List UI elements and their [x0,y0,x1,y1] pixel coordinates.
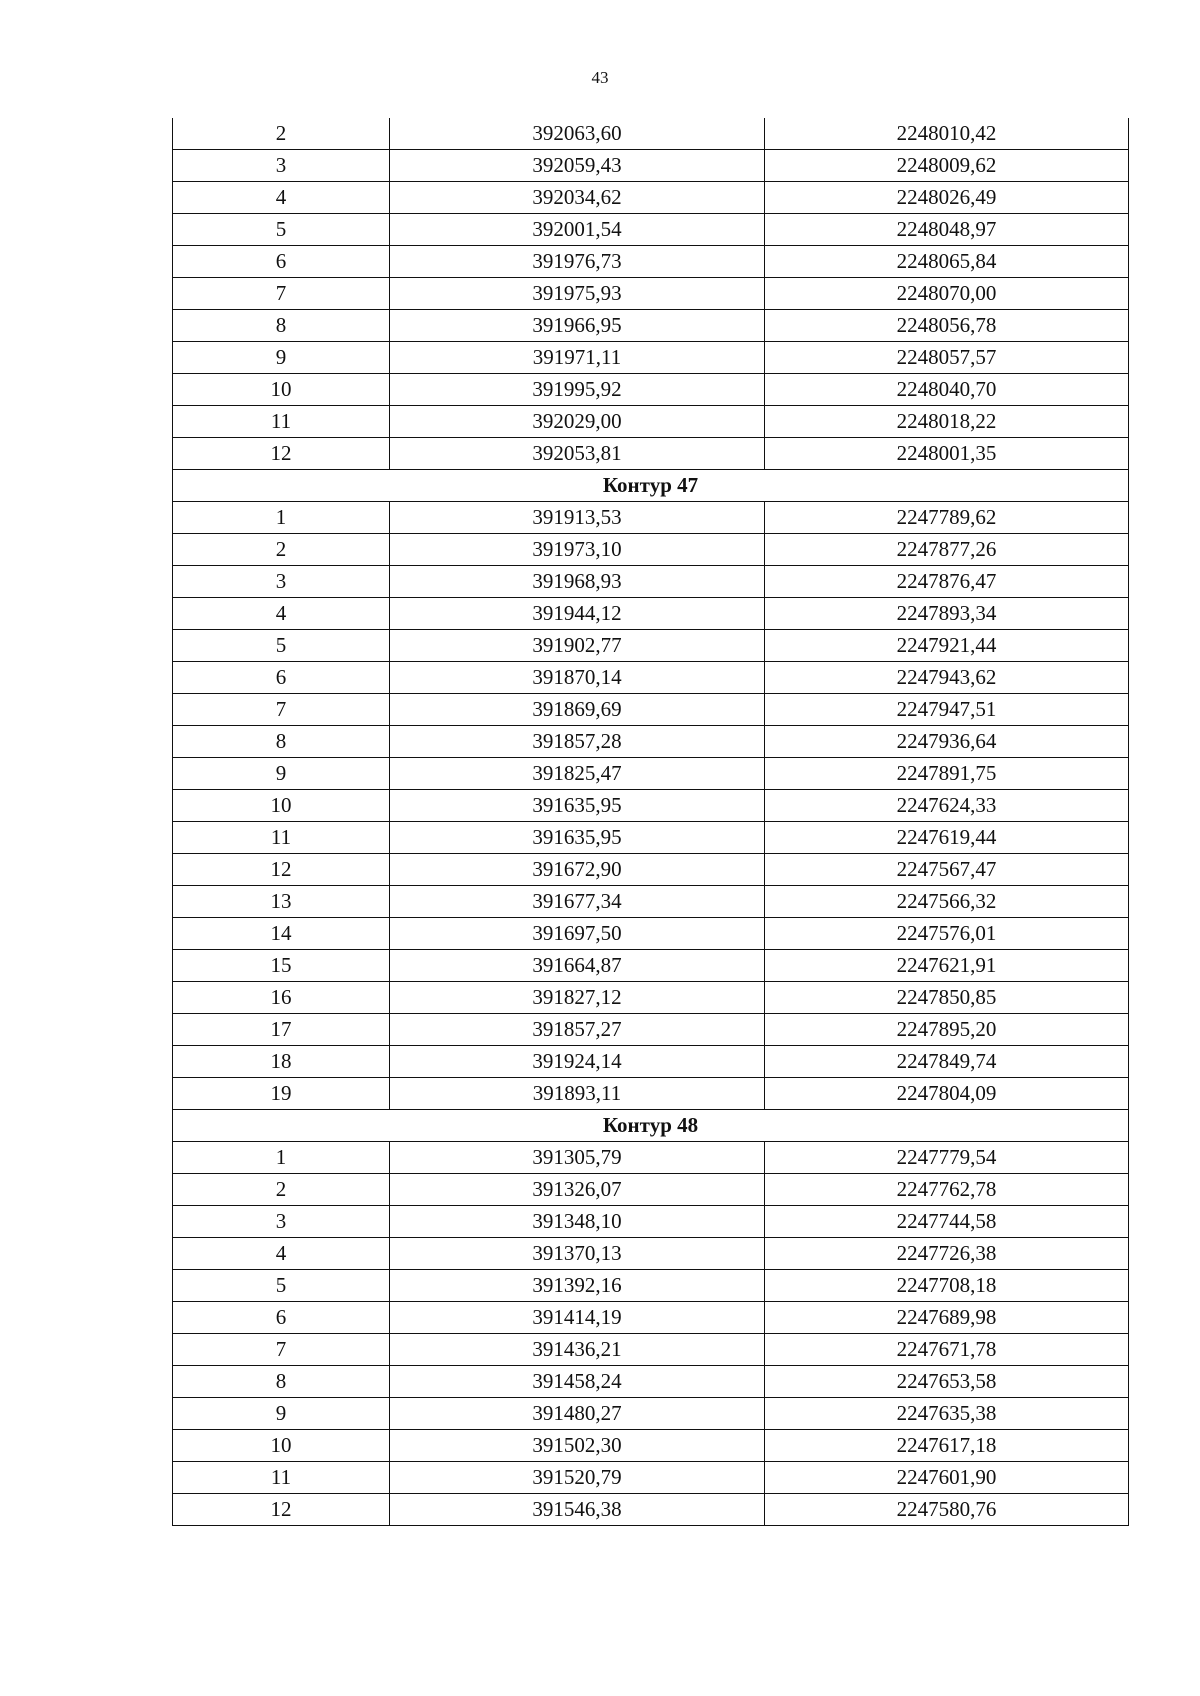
y-coordinate-cell: 2247619,44 [765,822,1129,854]
point-number-cell: 4 [173,1238,390,1270]
table-row [173,342,1129,374]
x-coordinate-cell: 391857,28 [390,726,765,758]
y-coordinate-cell: 2247891,75 [765,758,1129,790]
point-number-cell: 7 [173,1334,390,1366]
table-row [173,1398,1129,1430]
x-coordinate-cell: 391976,73 [390,246,765,278]
point-number-cell: 1 [173,502,390,534]
table-row [173,1302,1129,1334]
point-number-cell: 4 [173,598,390,630]
contour-header-row [173,1110,1129,1142]
y-coordinate-cell: 2248040,70 [765,374,1129,406]
y-coordinate-cell: 2248010,42 [765,118,1129,150]
x-coordinate-cell: 391973,10 [390,534,765,566]
point-number-cell: 8 [173,1366,390,1398]
table-row [173,118,1129,150]
x-coordinate-cell: 391326,07 [390,1174,765,1206]
table-row [173,406,1129,438]
coordinates-table-body [173,118,1129,1526]
table-row [173,1366,1129,1398]
contour-title: Контур 47 [173,470,1129,502]
table-row [173,694,1129,726]
point-number-cell: 6 [173,246,390,278]
table-row [173,662,1129,694]
x-coordinate-cell: 391975,93 [390,278,765,310]
point-number-cell: 19 [173,1078,390,1110]
x-coordinate-cell: 391370,13 [390,1238,765,1270]
point-number-cell: 2 [173,1174,390,1206]
x-coordinate-cell: 391635,95 [390,822,765,854]
contour-title: Контур 48 [173,1110,1129,1142]
x-coordinate-cell: 391348,10 [390,1206,765,1238]
table-row [173,1238,1129,1270]
y-coordinate-cell: 2248057,57 [765,342,1129,374]
y-coordinate-cell: 2247635,38 [765,1398,1129,1430]
y-coordinate-cell: 2247653,58 [765,1366,1129,1398]
x-coordinate-cell: 391414,19 [390,1302,765,1334]
coordinates-table [172,118,1129,1526]
y-coordinate-cell: 2248056,78 [765,310,1129,342]
y-coordinate-cell: 2247947,51 [765,694,1129,726]
x-coordinate-cell: 391520,79 [390,1462,765,1494]
point-number-cell: 1 [173,1142,390,1174]
table-row [173,886,1129,918]
table-row [173,1078,1129,1110]
y-coordinate-cell: 2247601,90 [765,1462,1129,1494]
y-coordinate-cell: 2247895,20 [765,1014,1129,1046]
x-coordinate-cell: 391893,11 [390,1078,765,1110]
y-coordinate-cell: 2247789,62 [765,502,1129,534]
y-coordinate-cell: 2247708,18 [765,1270,1129,1302]
table-row [173,790,1129,822]
table-row [173,278,1129,310]
point-number-cell: 3 [173,150,390,182]
y-coordinate-cell: 2247876,47 [765,566,1129,598]
x-coordinate-cell: 391677,34 [390,886,765,918]
table-row [173,438,1129,470]
point-number-cell: 3 [173,1206,390,1238]
table-row [173,534,1129,566]
point-number-cell: 14 [173,918,390,950]
y-coordinate-cell: 2247726,38 [765,1238,1129,1270]
table-row [173,1046,1129,1078]
point-number-cell: 2 [173,534,390,566]
table-row [173,566,1129,598]
table-row [173,982,1129,1014]
x-coordinate-cell: 391902,77 [390,630,765,662]
table-row [173,758,1129,790]
y-coordinate-cell: 2248009,62 [765,150,1129,182]
point-number-cell: 13 [173,886,390,918]
point-number-cell: 10 [173,374,390,406]
x-coordinate-cell: 392063,60 [390,118,765,150]
point-number-cell: 4 [173,182,390,214]
y-coordinate-cell: 2247893,34 [765,598,1129,630]
y-coordinate-cell: 2248048,97 [765,214,1129,246]
table-row [173,1334,1129,1366]
y-coordinate-cell: 2247567,47 [765,854,1129,886]
table-row [173,1174,1129,1206]
y-coordinate-cell: 2248070,00 [765,278,1129,310]
point-number-cell: 8 [173,310,390,342]
table-row [173,950,1129,982]
x-coordinate-cell: 392053,81 [390,438,765,470]
point-number-cell: 5 [173,214,390,246]
table-row [173,1494,1129,1526]
x-coordinate-cell: 391968,93 [390,566,765,598]
x-coordinate-cell: 391995,92 [390,374,765,406]
x-coordinate-cell: 392029,00 [390,406,765,438]
point-number-cell: 16 [173,982,390,1014]
y-coordinate-cell: 2247621,91 [765,950,1129,982]
y-coordinate-cell: 2247877,26 [765,534,1129,566]
y-coordinate-cell: 2247779,54 [765,1142,1129,1174]
x-coordinate-cell: 391870,14 [390,662,765,694]
y-coordinate-cell: 2247804,09 [765,1078,1129,1110]
table-row [173,598,1129,630]
point-number-cell: 11 [173,1462,390,1494]
point-number-cell: 17 [173,1014,390,1046]
table-row [173,502,1129,534]
point-number-cell: 6 [173,1302,390,1334]
point-number-cell: 6 [173,662,390,694]
y-coordinate-cell: 2248001,35 [765,438,1129,470]
y-coordinate-cell: 2247689,98 [765,1302,1129,1334]
y-coordinate-cell: 2247943,62 [765,662,1129,694]
point-number-cell: 10 [173,790,390,822]
y-coordinate-cell: 2247921,44 [765,630,1129,662]
table-row [173,1014,1129,1046]
x-coordinate-cell: 391480,27 [390,1398,765,1430]
x-coordinate-cell: 391664,87 [390,950,765,982]
y-coordinate-cell: 2247762,78 [765,1174,1129,1206]
point-number-cell: 18 [173,1046,390,1078]
x-coordinate-cell: 391436,21 [390,1334,765,1366]
point-number-cell: 11 [173,822,390,854]
table-row [173,214,1129,246]
table-row [173,854,1129,886]
table-row [173,182,1129,214]
y-coordinate-cell: 2248018,22 [765,406,1129,438]
table-row [173,630,1129,662]
page-number: 43 [591,68,609,87]
point-number-cell: 9 [173,1398,390,1430]
point-number-cell: 12 [173,438,390,470]
point-number-cell: 3 [173,566,390,598]
table-row [173,918,1129,950]
table-row [173,1206,1129,1238]
table-row [173,374,1129,406]
point-number-cell: 15 [173,950,390,982]
table-row [173,1462,1129,1494]
x-coordinate-cell: 391697,50 [390,918,765,950]
x-coordinate-cell: 391857,27 [390,1014,765,1046]
point-number-cell: 5 [173,1270,390,1302]
x-coordinate-cell: 391924,14 [390,1046,765,1078]
y-coordinate-cell: 2247850,85 [765,982,1129,1014]
y-coordinate-cell: 2247936,64 [765,726,1129,758]
x-coordinate-cell: 391635,95 [390,790,765,822]
table-row [173,726,1129,758]
y-coordinate-cell: 2247624,33 [765,790,1129,822]
x-coordinate-cell: 391971,11 [390,342,765,374]
point-number-cell: 9 [173,758,390,790]
point-number-cell: 5 [173,630,390,662]
x-coordinate-cell: 391392,16 [390,1270,765,1302]
y-coordinate-cell: 2247744,58 [765,1206,1129,1238]
x-coordinate-cell: 391458,24 [390,1366,765,1398]
x-coordinate-cell: 391913,53 [390,502,765,534]
x-coordinate-cell: 391672,90 [390,854,765,886]
point-number-cell: 12 [173,854,390,886]
point-number-cell: 10 [173,1430,390,1462]
table-row [173,310,1129,342]
table-row [173,822,1129,854]
x-coordinate-cell: 392059,43 [390,150,765,182]
y-coordinate-cell: 2247617,18 [765,1430,1129,1462]
point-number-cell: 12 [173,1494,390,1526]
point-number-cell: 7 [173,278,390,310]
point-number-cell: 8 [173,726,390,758]
y-coordinate-cell: 2248065,84 [765,246,1129,278]
x-coordinate-cell: 391546,38 [390,1494,765,1526]
x-coordinate-cell: 391825,47 [390,758,765,790]
table-row [173,1270,1129,1302]
table-row [173,150,1129,182]
y-coordinate-cell: 2247566,32 [765,886,1129,918]
x-coordinate-cell: 392034,62 [390,182,765,214]
point-number-cell: 2 [173,118,390,150]
x-coordinate-cell: 391305,79 [390,1142,765,1174]
point-number-cell: 7 [173,694,390,726]
x-coordinate-cell: 391827,12 [390,982,765,1014]
point-number-cell: 9 [173,342,390,374]
table-row [173,1430,1129,1462]
x-coordinate-cell: 392001,54 [390,214,765,246]
table-row [173,246,1129,278]
table-row [173,1142,1129,1174]
x-coordinate-cell: 391944,12 [390,598,765,630]
x-coordinate-cell: 391966,95 [390,310,765,342]
y-coordinate-cell: 2247576,01 [765,918,1129,950]
y-coordinate-cell: 2247580,76 [765,1494,1129,1526]
y-coordinate-cell: 2247671,78 [765,1334,1129,1366]
point-number-cell: 11 [173,406,390,438]
x-coordinate-cell: 391869,69 [390,694,765,726]
y-coordinate-cell: 2248026,49 [765,182,1129,214]
y-coordinate-cell: 2247849,74 [765,1046,1129,1078]
contour-header-row [173,470,1129,502]
x-coordinate-cell: 391502,30 [390,1430,765,1462]
